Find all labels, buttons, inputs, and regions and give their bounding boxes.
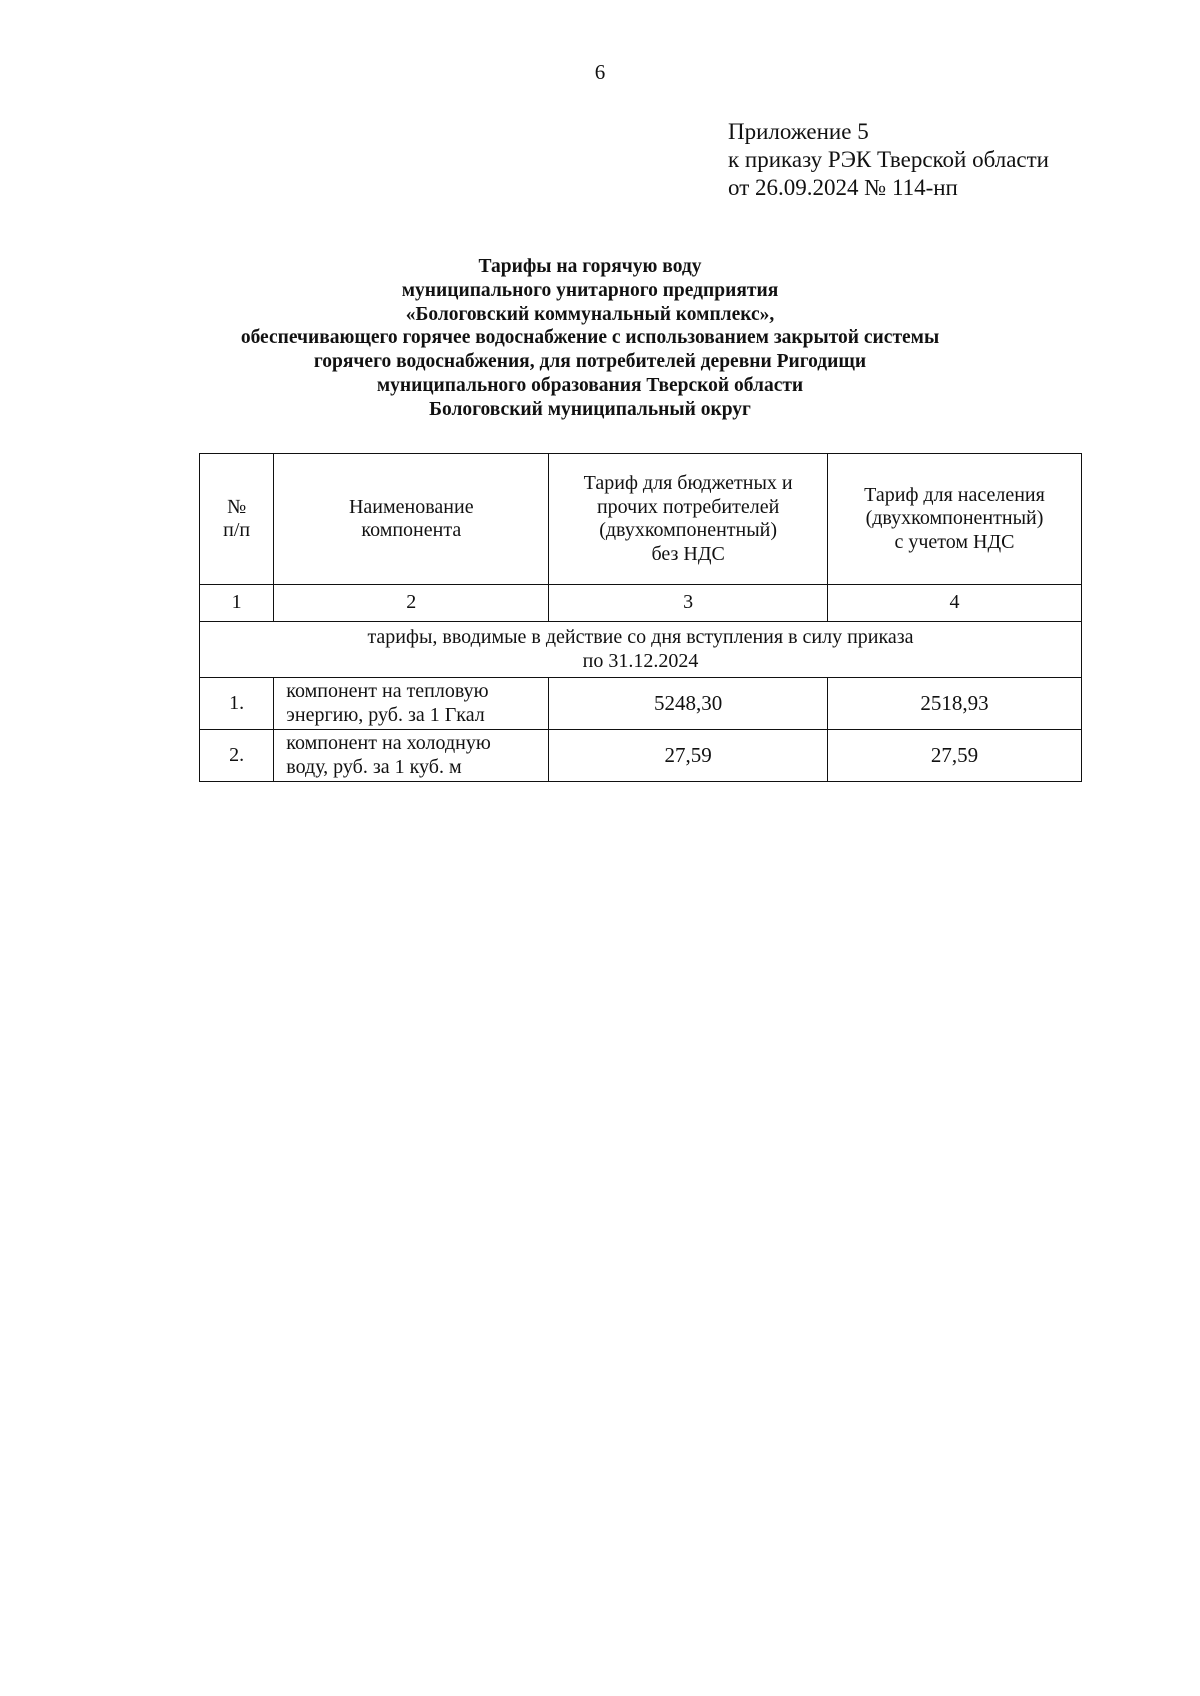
title-line: горячего водоснабжения, для потребителей деревни Ригодищи: [313, 351, 867, 373]
appendix-reference: [728, 118, 1049, 202]
column-number-row: [200, 585, 1082, 622]
column-number: 2: [274, 585, 549, 622]
table-row: [200, 678, 1082, 730]
title-line: «Бологовский коммунальный комплекс»,: [405, 303, 775, 325]
header-population-tariff: Тариф для населения (двухкомпонентный) с учетом НДС: [827, 454, 1081, 585]
column-number: 4: [827, 585, 1081, 622]
page-number: 6: [594, 60, 606, 84]
column-number: 3: [549, 585, 828, 622]
tariff-table: [199, 453, 1082, 782]
title-line: муниципального образования Тверской области: [376, 374, 804, 396]
appendix-line: к приказу РЭК Тверской области: [728, 147, 1049, 172]
population-tariff-value: 2518,93: [827, 678, 1081, 730]
appendix-line: от 26.09.2024 № 114-нп: [728, 175, 958, 200]
table-header-row: [200, 454, 1082, 585]
population-tariff-value: 27,59: [827, 730, 1081, 782]
row-number: 1.: [200, 678, 274, 730]
title-line: Бологовский муниципальный округ: [429, 398, 751, 420]
budget-tariff-value: 27,59: [549, 730, 828, 782]
appendix-line: Приложение 5: [728, 119, 869, 144]
title-line: обеспечивающего горячее водоснабжение с использованием закрытой системы: [240, 327, 940, 349]
table-row: [200, 730, 1082, 782]
period-row: [200, 622, 1082, 678]
row-number: 2.: [200, 730, 274, 782]
component-name: компонент на холодную воду, руб. за 1 куб. м: [274, 730, 549, 782]
component-name: компонент на тепловую энергию, руб. за 1 Гкал: [274, 678, 549, 730]
header-number: № п/п: [200, 454, 274, 585]
document-title: [150, 255, 1030, 422]
header-budget-tariff: Тариф для бюджетных и прочих потребителей (двухкомпонентный) без НДС: [549, 454, 828, 585]
column-number: 1: [200, 585, 274, 622]
title-line: Тарифы на горячую воду: [478, 256, 702, 277]
budget-tariff-value: 5248,30: [549, 678, 828, 730]
period-label: тарифы, вводимые в действие со дня вступления в силу приказа по 31.12.2024: [200, 622, 1082, 678]
title-line: муниципального унитарного предприятия: [401, 279, 779, 301]
header-component-name: Наименование компонента: [274, 454, 549, 585]
